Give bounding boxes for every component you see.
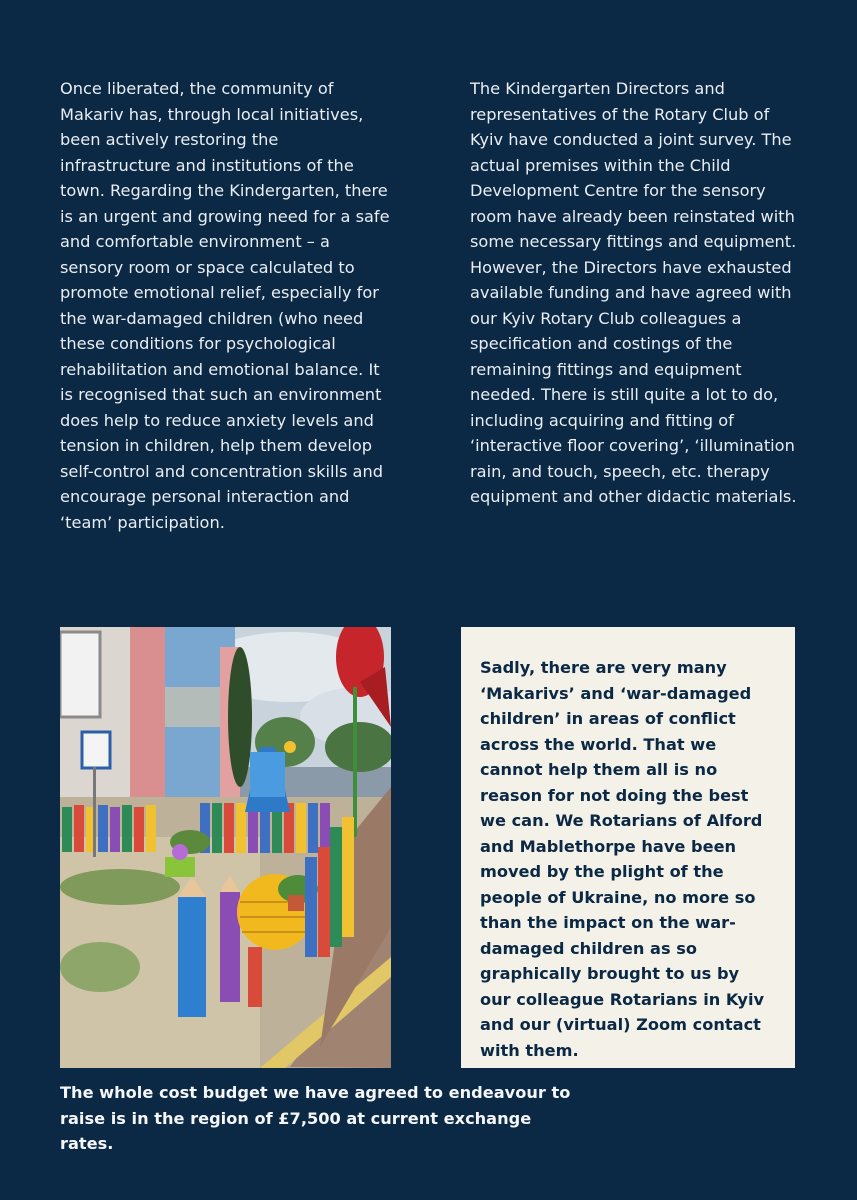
left-column — [60, 76, 390, 535]
right-column — [470, 76, 800, 510]
callout-text: Sadly, there are very many ‘Makarivs’ and ‘war-damaged children’ in areas of conflict across the world. That we cannot help them all is no reason for not doing the best we can. We Rotarians of Alford and Mablethorpe have been moved by the plight of the people of Ukraine, no more so than the impact on the war-damaged children as so graphically brought to us by our colleague Rotarians in Kyiv and our (virtual) Zoom contact with them. — [480, 658, 765, 1060]
budget-statement: The whole cost budget we have agreed to endeavour to raise is in the region of £7,500 at current exchange rates. — [60, 1083, 571, 1153]
right-column-paragraph: The Kindergarten Directors and representatives of the Rotary Club of Kyiv have conducted a joint survey. The actual premises within the Child Development Centre for the sensory room have already been reinstated with some necessary fittings and equipment. However, the Directors have exhausted available funding and have agreed with our Kyiv Rotary Club colleagues a specification and costings of the remaining fittings and equipment needed. There is still quite a lot to do, including acquiring and fitting of ‘interactive floor covering’, ‘illumination rain, and touch, speech, etc. therapy equipment and other didactic materials. — [470, 79, 797, 506]
kindergarten-garden-photo — [60, 627, 391, 1068]
callout-box — [461, 627, 795, 1068]
left-column-paragraph: Once liberated, the community of Makariv has, through local initiatives, been actively restoring the infrastructure and institutions of the town. Regarding the Kindergarten, there is an urgent and growing need for a safe and comfortable environment – a sensory room or space calculated to promote emotional relief, especially for the war-damaged children (who need these conditions for psychological rehabilitation and emotional balance. It is recognised that such an environment does help to reduce anxiety levels and tension in children, help them develop self-control and concentration skills and encourage personal interaction and ‘team’ participation. — [60, 79, 390, 532]
